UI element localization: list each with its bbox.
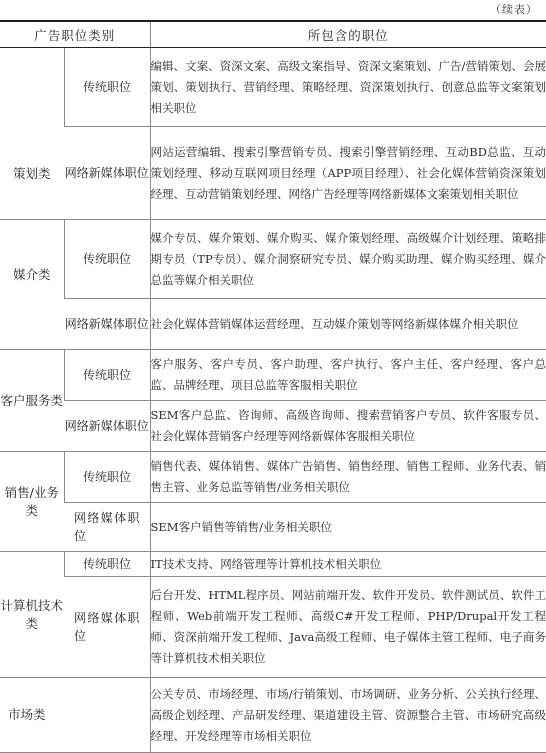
- category-market: 市场类: [0, 678, 150, 753]
- table-row: [0, 503, 546, 552]
- table-row: [0, 678, 546, 753]
- subcategory-network-new-media: 网络新媒体职位: [64, 127, 150, 220]
- positions-cell: 客户服务、客户专员、客户助理、客户执行、客户主任、客户经理、客户总监、品牌经理、项目总监等客服相关职位: [150, 350, 546, 401]
- header-category: 广告职位类别: [0, 21, 150, 48]
- table-row: [0, 127, 546, 220]
- positions-cell: 公关专员、市场经理、市场/行销策划、市场调研、业务分析、公关执行经理、高级企划经理、产品研发经理、渠道建设主管、资源整合主管、市场研究高级经理、开发经理等市场相关职位: [150, 678, 546, 753]
- category-media: 媒介类: [0, 220, 64, 350]
- subcategory-network-new-media: 网络新媒体职位: [64, 401, 150, 452]
- subcategory-network-media: 网络媒体职位: [64, 577, 150, 678]
- table-row: [0, 299, 546, 350]
- positions-cell: 媒介专员、媒介策划、媒介购买、媒介策划经理、高级媒介计划经理、策略排期专员（TP专员）、媒介洞察研究专员、媒介购买助理、媒介购买经理、媒介总监等媒介相关职位: [150, 220, 546, 299]
- table-row: [0, 552, 546, 577]
- table-row: [0, 220, 546, 299]
- subcategory-traditional: 传统职位: [64, 552, 150, 577]
- table-row: [0, 48, 546, 127]
- category-customer-service: 客户服务类: [0, 350, 64, 452]
- table-header-row: [0, 21, 546, 48]
- table-row: [0, 401, 546, 452]
- category-planning: 策划类: [0, 48, 64, 220]
- subcategory-traditional: 传统职位: [64, 452, 150, 503]
- positions-cell: SEM客户销售等销售/业务相关职位: [150, 503, 546, 552]
- continued-label: （续表）: [490, 3, 538, 16]
- subcategory-traditional: 传统职位: [64, 220, 150, 299]
- header-positions: 所包含的职位: [150, 21, 546, 48]
- positions-cell: 后台开发、HTML程序员、网站前端开发、软件开发员、软件测试员、软件工程师、Web前端开发工程师、高级C#开发工程师、PHP/Drupal开发工程师、资深前端开发工程师、Java高级工程师、电子媒体主管工程师、电子商务等计算机技术相关职位: [150, 577, 546, 678]
- subcategory-traditional: 传统职位: [64, 48, 150, 127]
- positions-cell: 网站运营编辑、搜索引擎营销专员、搜索引擎营销经理、互动BD总监、互动策划经理、移动互联网项目经理（APP项目经理）、社会化媒体营销资深策划经理、互动营销策划经理、网络广告经理等网络新媒体文案策划相关职位: [150, 127, 546, 220]
- subcategory-network-media: 网络媒体职位: [64, 503, 150, 552]
- positions-cell: IT技术支持、网络管理等计算机技术相关职位: [150, 552, 546, 577]
- table-row: [0, 350, 546, 401]
- subcategory-traditional: 传统职位: [64, 350, 150, 401]
- positions-cell: SEM客户总监、咨询师、高级咨询师、搜索营销客户专员、软件客服专员、社会化媒体营销客户经理等网络新媒体客服相关职位: [150, 401, 546, 452]
- positions-cell: 编辑、文案、资深文案、高级文案指导、资深文案策划、广告/营销策划、会展策划、策划执行、营销经理、策略经理、资深策划执行、创意总监等文案策划相关职位: [150, 48, 546, 127]
- subcategory-network-new-media: 网络新媒体职位: [64, 299, 150, 350]
- positions-cell: 社会化媒体营销媒体运营经理、互动媒介策划等网络新媒体媒介相关职位: [150, 299, 546, 350]
- category-computer-tech: 计算机技术类: [0, 552, 64, 678]
- job-category-table: [0, 20, 546, 753]
- table-row: [0, 577, 546, 678]
- positions-cell: 销售代表、媒体销售、媒体广告销售、销售经理、销售工程师、业务代表、销售主管、业务总监等销售/业务相关职位: [150, 452, 546, 503]
- table-row: [0, 452, 546, 503]
- category-sales: 销售/业务类: [0, 452, 64, 552]
